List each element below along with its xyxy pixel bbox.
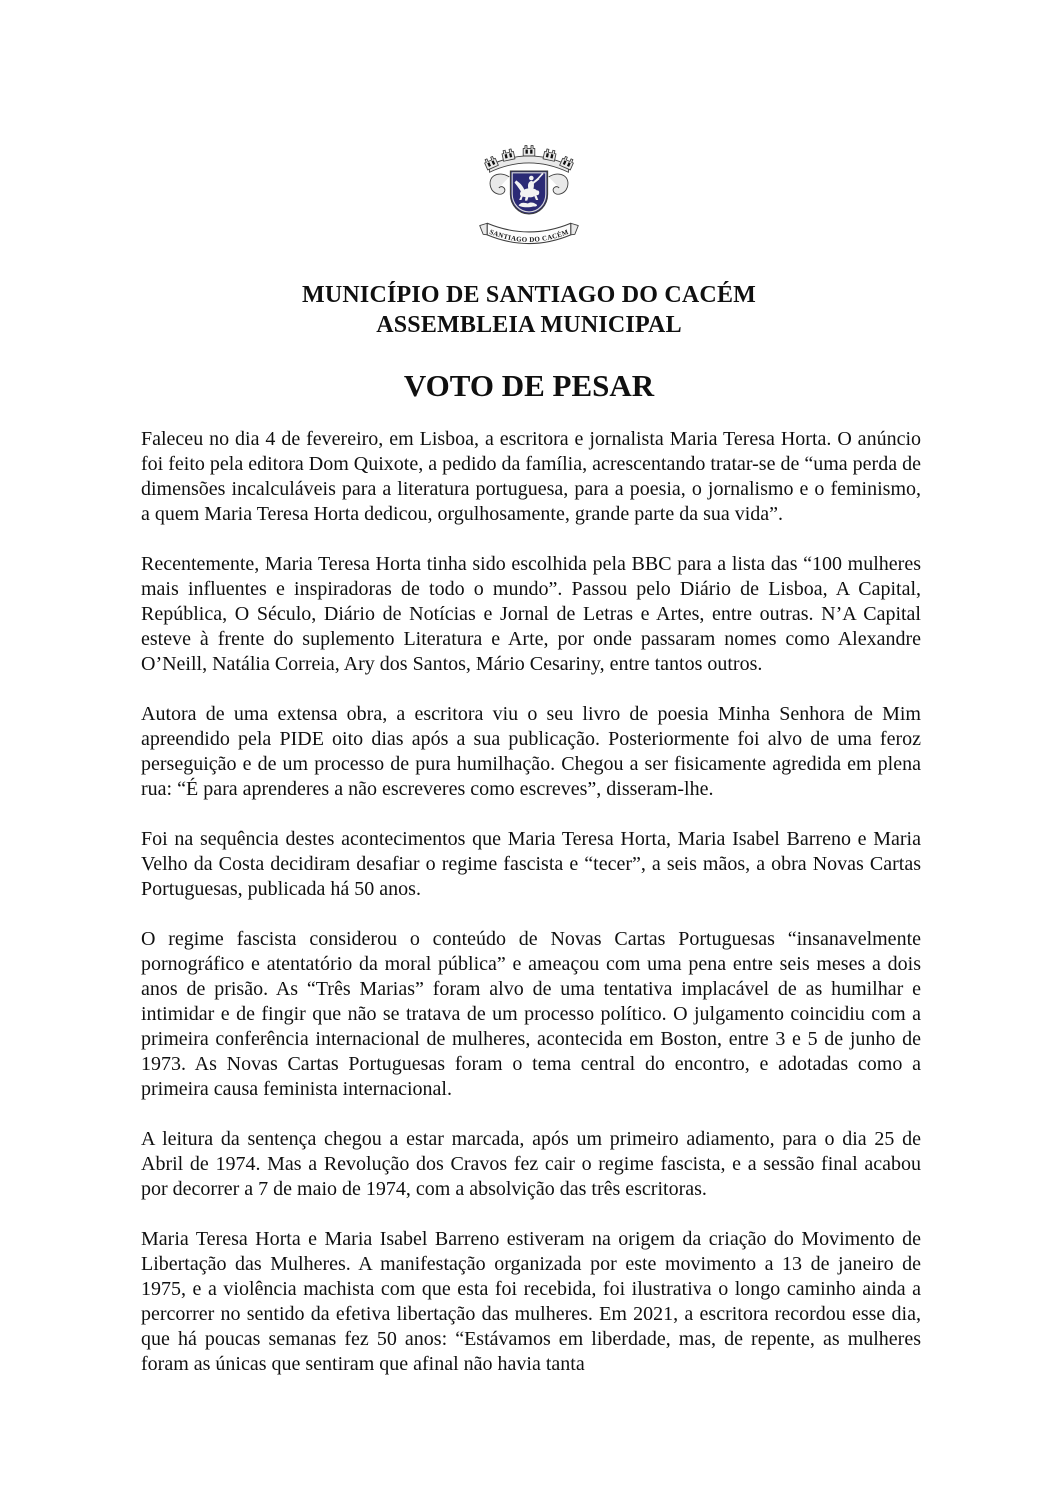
paragraph-1: Faleceu no dia 4 de fevereiro, em Lisboa, a escritora e jornalista Maria Teresa Horta. O anúncio foi feito pela editora Dom Quixote, a pedido da família, acrescentando tratar-se de “uma perda de dimensões incalculáveis para a literatura portuguesa, para a poesia, o jornalismo e o feminismo, a quem Maria Teresa Horta dedicou, orgulhosamente, grande parte da sua vida”. <box>141 428 921 525</box>
org-name-line2: ASSEMBLEIA MUNICIPAL <box>376 312 682 338</box>
paragraph-6: A leitura da sentença chegou a estar marcada, após um primeiro adiamento, para o dia 25 de Abril de 1974. Mas a Revolução dos Cravos fez cair o regime fascista, e a sessão final acabou por decorrer a 7 de maio de 1974, com a absolvição das três escritoras. <box>141 1128 921 1200</box>
mural-crown-icon <box>483 146 574 173</box>
document-title: VOTO DE PESAR <box>403 368 655 403</box>
org-name-line1: MUNICÍPIO DE SANTIAGO DO CACÉM <box>301 282 757 308</box>
document-body <box>141 427 921 1377</box>
paragraph-3: Autora de uma extensa obra, a escritora viu o seu livro de poesia Minha Senhora de Mim apreendido pela PIDE oito dias após a sua publicação. Posteriormente foi alvo de uma feroz perseguição e de um processo de pura humilhação. Chegou a ser fisicamente agredida em plena rua: “É para aprenderes a não escreveres como escreves”, disseram-lhe. <box>141 703 921 800</box>
municipal-coat-of-arms <box>0 136 1058 256</box>
banner-ribbon <box>480 223 579 244</box>
paragraph-2: Recentemente, Maria Teresa Horta tinha sido escolhida pela BBC para a lista das “100 mulheres mais influentes e inspiradoras de todo o mundo”. Passou pelo Diário de Lisboa, A Capital, República, O Século, Diário de Notícias e Jornal de Letras e Artes, entre outras. N’A Capital esteve à frente do suplemento Literatura e Arte, por onde passaram nomes como Alexandre O’Neill, Natália Correia, Ary dos Santos, Mário Cesariny, entre tantos outros. <box>141 553 921 675</box>
banner-text: SANTIAGO DO CACÉM <box>488 227 570 244</box>
paragraph-5: O regime fascista considerou o conteúdo de Novas Cartas Portuguesas “insanavelmente pornográfico e atentatório da moral pública” e ameaçou com uma pena entre seis meses a dois anos de prisão. As “Três Marias” foram alvo de uma tentativa implacável de as humilhar e intimidar e de fingir que não se tratava de um processo político. O julgamento coincidiu com a primeira conferência internacional de mulheres, acontecida em Boston, entre 3 e 5 de junho de 1973. As Novas Cartas Portuguesas foram o tema central do encontro, e adotadas como a primeira causa feminista internacional. <box>141 928 921 1100</box>
paragraph-7: Maria Teresa Horta e Maria Isabel Barreno estiveram na origem da criação do Movimento de Libertação das Mulheres. A manifestação organizada por este movimento a 13 de janeiro de 1975, e a violência machista com que esta foi recebida, foi ilustrativa o longo caminho ainda a percorrer no sentido da efetiva libertação das mulheres. Em 2021, a escritora recordou esse dia, que há poucas semanas fez 50 anos: “Estávamos em liberdade, mas, de repente, as mulheres foram as únicas que sentiram que afinal não havia tanta <box>141 1228 921 1375</box>
paragraph-4: Foi na sequência destes acontecimentos que Maria Teresa Horta, Maria Isabel Barreno e Maria Velho da Costa decidiram desafiar o regime fascista e “tecer”, a seis mãos, a obra Novas Cartas Portuguesas, publicada há 50 anos. <box>141 828 921 900</box>
